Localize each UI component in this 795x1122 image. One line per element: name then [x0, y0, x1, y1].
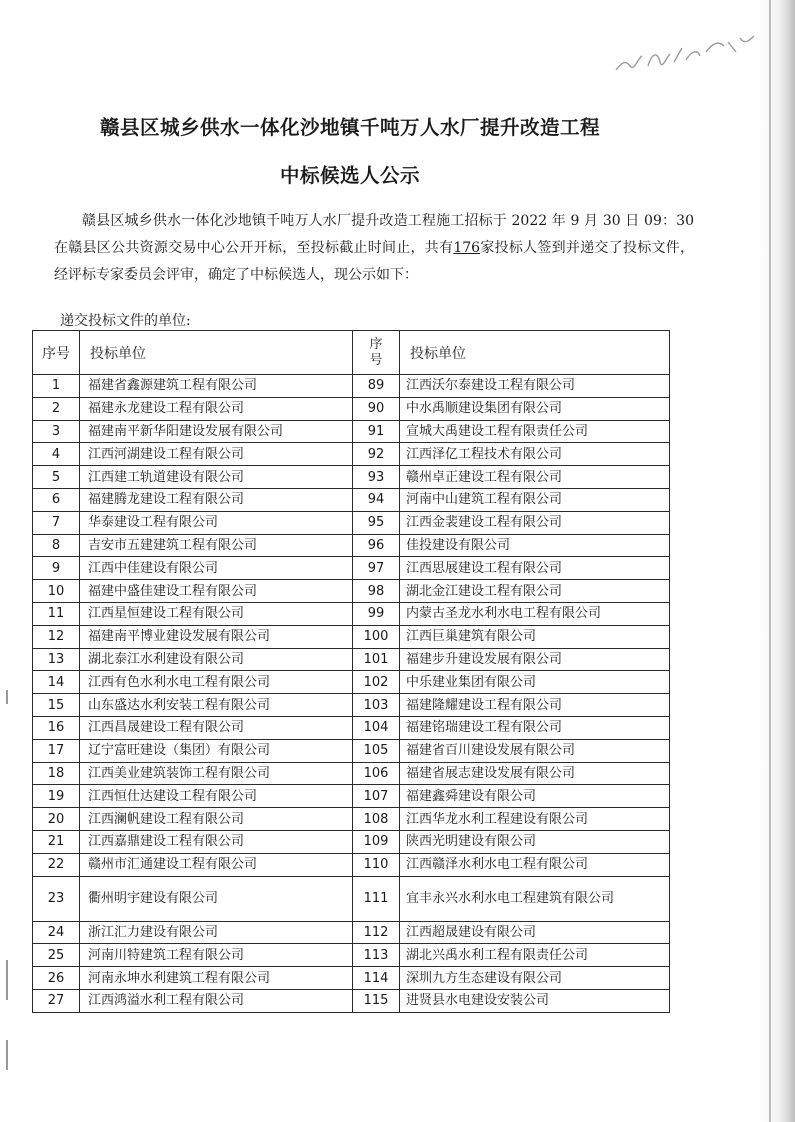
row-no: 20: [33, 808, 80, 831]
row-bidder: 江西昌晟建设工程有限公司: [80, 716, 353, 739]
page-subtitle: 中标候选人公示: [279, 164, 420, 187]
row-bidder: 江西星恒建设工程有限公司: [80, 602, 353, 625]
row-no-right: 90: [353, 397, 400, 420]
table-row: [33, 694, 670, 717]
row-no: 9: [33, 557, 80, 580]
row-bidder-right: 宣城大禹建设工程有限责任公司: [400, 420, 670, 443]
table-row: [33, 671, 670, 694]
row-bidder-right: 江西泽亿工程技术有限公司: [400, 443, 670, 466]
row-no-right: 105: [353, 739, 400, 762]
row-bidder: 江西有色水利水电工程有限公司: [80, 671, 353, 694]
row-bidder: 江西美业建筑装饰工程有限公司: [80, 762, 353, 785]
row-no: 16: [33, 716, 80, 739]
row-no-right: 91: [353, 420, 400, 443]
row-no: 15: [33, 694, 80, 717]
page-title: 赣县区城乡供水一体化沙地镇千吨万人水厂提升改造工程: [99, 116, 600, 139]
row-bidder-right: 江西华龙水利工程建设有限公司: [400, 808, 670, 831]
row-no: 1: [33, 375, 80, 398]
row-no-right: 101: [353, 648, 400, 671]
row-bidder: 江西建工轨道建设有限公司: [80, 466, 353, 489]
row-bidder: 福建腾龙建设工程有限公司: [80, 488, 353, 511]
row-no: 12: [33, 625, 80, 648]
row-no-right: 100: [353, 625, 400, 648]
table-row: [33, 443, 670, 466]
table-row: [33, 989, 670, 1012]
row-bidder: 福建南平博业建设发展有限公司: [80, 625, 353, 648]
scan-mark: [6, 690, 8, 704]
row-no: 19: [33, 785, 80, 808]
table-row: [33, 375, 670, 398]
table-row: [33, 420, 670, 443]
row-no-right: 92: [353, 443, 400, 466]
row-no-right: 109: [353, 830, 400, 853]
row-no: 17: [33, 739, 80, 762]
row-bidder-right: 福建省展志建设发展有限公司: [400, 762, 670, 785]
row-bidder-right: 湖北金江建设工程有限公司: [400, 580, 670, 603]
row-bidder-right: 福建铭瑞建设工程有限公司: [400, 716, 670, 739]
row-bidder-right: 中乐建业集团有限公司: [400, 671, 670, 694]
table-row: [33, 580, 670, 603]
row-bidder-right: 福建省百川建设发展有限公司: [400, 739, 670, 762]
row-bidder: 福建省鑫源建筑工程有限公司: [80, 375, 353, 398]
scan-mark: [6, 960, 8, 1000]
handwritten-signature: [608, 22, 758, 82]
row-bidder: 吉安市五建建筑工程有限公司: [80, 534, 353, 557]
header-bidder: 投标单位: [80, 331, 353, 375]
table-row: [33, 466, 670, 489]
row-no-right: 99: [353, 602, 400, 625]
scan-mark: [6, 1040, 8, 1070]
row-no-right: 111: [353, 876, 400, 921]
row-bidder: 福建南平新华阳建设发展有限公司: [80, 420, 353, 443]
row-bidder-right: 福建步升建设发展有限公司: [400, 648, 670, 671]
scan-edge-line: [769, 0, 771, 1122]
row-bidder-right: 进贤县水电建设安装公司: [400, 989, 670, 1012]
row-bidder-right: 佳投建设有限公司: [400, 534, 670, 557]
row-bidder: 河南川特建筑工程有限公司: [80, 944, 353, 967]
row-no: 13: [33, 648, 80, 671]
row-bidder: 江西鸿溢水利工程有限公司: [80, 989, 353, 1012]
row-no-right: 110: [353, 853, 400, 876]
row-bidder: 河南永坤水利建筑工程有限公司: [80, 967, 353, 990]
row-bidder: 福建中盛佳建设工程有限公司: [80, 580, 353, 603]
row-no: 25: [33, 944, 80, 967]
row-bidder-right: 江西赣泽水利水电工程有限公司: [400, 853, 670, 876]
table-header-row: [33, 331, 670, 375]
table-row: [33, 762, 670, 785]
row-no-right: 98: [353, 580, 400, 603]
table-row: [33, 397, 670, 420]
table-row: [33, 557, 670, 580]
row-no-right: 95: [353, 511, 400, 534]
row-bidder: 赣州市汇通建设工程有限公司: [80, 853, 353, 876]
row-no: 18: [33, 762, 80, 785]
row-no-right: 94: [353, 488, 400, 511]
row-no: 11: [33, 602, 80, 625]
table-row: [33, 967, 670, 990]
row-no: 22: [33, 853, 80, 876]
row-no: 3: [33, 420, 80, 443]
row-no-right: 107: [353, 785, 400, 808]
row-no-right: 89: [353, 375, 400, 398]
row-no-right: 97: [353, 557, 400, 580]
row-bidder-right: 宜丰永兴水利水电工程建筑有限公司: [400, 876, 670, 921]
row-bidder-right: 江西巨巢建筑有限公司: [400, 625, 670, 648]
row-no: 4: [33, 443, 80, 466]
table-row: [33, 785, 670, 808]
row-bidder: 江西澜帆建设工程有限公司: [80, 808, 353, 831]
row-no-right: 93: [353, 466, 400, 489]
row-bidder: 江西河湖建设工程有限公司: [80, 443, 353, 466]
bidder-count: 176: [453, 240, 481, 256]
row-bidder-right: 河南中山建筑工程有限公司: [400, 488, 670, 511]
table-row: [33, 511, 670, 534]
table-row: [33, 853, 670, 876]
row-bidder-right: 江西思展建设工程有限公司: [400, 557, 670, 580]
header-bidder-right: 投标单位: [400, 331, 670, 375]
row-no-right: 112: [353, 921, 400, 944]
row-bidder-right: 福建隆耀建设工程有限公司: [400, 694, 670, 717]
header-no: 序号: [33, 331, 80, 375]
intro-paragraph: [54, 208, 694, 289]
table-row: [33, 876, 670, 921]
row-no-right: 103: [353, 694, 400, 717]
row-no: 27: [33, 989, 80, 1012]
table-row: [33, 488, 670, 511]
row-no: 10: [33, 580, 80, 603]
scan-edge-shadow: [759, 0, 795, 1122]
table-row: [33, 625, 670, 648]
table-row: [33, 648, 670, 671]
row-bidder: 湖北泰江水利建设有限公司: [80, 648, 353, 671]
row-bidder-right: 陕西光明建设有限公司: [400, 830, 670, 853]
intro-text-part2: 家投标人签到并递交了投标文件，经评标专家委员会评审，确定了中标候选人，现公示如下：: [54, 240, 695, 283]
table-row: [33, 944, 670, 967]
row-no-right: 102: [353, 671, 400, 694]
row-bidder-right: 深圳九方生态建设有限公司: [400, 967, 670, 990]
row-no: 23: [33, 876, 80, 921]
row-bidder: 衢州明宇建设有限公司: [80, 876, 353, 921]
row-no-right: 115: [353, 989, 400, 1012]
row-no-right: 104: [353, 716, 400, 739]
row-no: 14: [33, 671, 80, 694]
table-row: [33, 716, 670, 739]
row-no-right: 108: [353, 808, 400, 831]
row-bidder-right: 赣州卓正建设工程有限公司: [400, 466, 670, 489]
row-no-right: 114: [353, 967, 400, 990]
row-bidder: 江西嘉鼎建设工程有限公司: [80, 830, 353, 853]
row-bidder-right: 江西沃尔泰建设工程有限公司: [400, 375, 670, 398]
row-no-right: 113: [353, 944, 400, 967]
header-no-right: [353, 331, 400, 375]
row-bidder-right: 中水禹顺建设集团有限公司: [400, 397, 670, 420]
table-row: [33, 830, 670, 853]
row-no-right: 106: [353, 762, 400, 785]
row-bidder: 山东盛达水利安装工程有限公司: [80, 694, 353, 717]
row-bidder: 江西中佳建设有限公司: [80, 557, 353, 580]
row-bidder-right: 江西超晟建设有限公司: [400, 921, 670, 944]
table-caption: 递交投标文件的单位:: [60, 313, 191, 329]
row-bidder-right: 福建鑫舜建设有限公司: [400, 785, 670, 808]
row-no: 8: [33, 534, 80, 557]
row-bidder: 福建永龙建设工程有限公司: [80, 397, 353, 420]
intro-text-part1: 赣县区城乡供水一体化沙地镇千吨万人水厂提升改造工程施工招标于 2022 年 9 月 30 日 09：30 在赣县区公共资源交易中心公开开标，至投标截止时间止，共有: [54, 213, 694, 256]
row-no: 2: [33, 397, 80, 420]
row-bidder: 辽宁富旺建设（集团）有限公司: [80, 739, 353, 762]
row-no: 21: [33, 830, 80, 853]
table-row: [33, 534, 670, 557]
table-row: [33, 739, 670, 762]
table-row: [33, 602, 670, 625]
row-no: 24: [33, 921, 80, 944]
row-bidder: 华泰建设工程有限公司: [80, 511, 353, 534]
table-row: [33, 921, 670, 944]
row-no: 7: [33, 511, 80, 534]
bidders-table: [32, 330, 670, 1013]
row-bidder: 江西恒仕达建设工程有限公司: [80, 785, 353, 808]
table-row: [33, 808, 670, 831]
row-no: 6: [33, 488, 80, 511]
row-bidder-right: 湖北兴禹水利工程有限责任公司: [400, 944, 670, 967]
row-no-right: 96: [353, 534, 400, 557]
row-bidder: 浙江汇力建设有限公司: [80, 921, 353, 944]
row-bidder-right: 内蒙古圣龙水利水电工程有限公司: [400, 602, 670, 625]
header-no-right-label: 序号: [369, 336, 383, 368]
row-bidder-right: 江西金裴建设工程有限公司: [400, 511, 670, 534]
row-no: 26: [33, 967, 80, 990]
row-no: 5: [33, 466, 80, 489]
